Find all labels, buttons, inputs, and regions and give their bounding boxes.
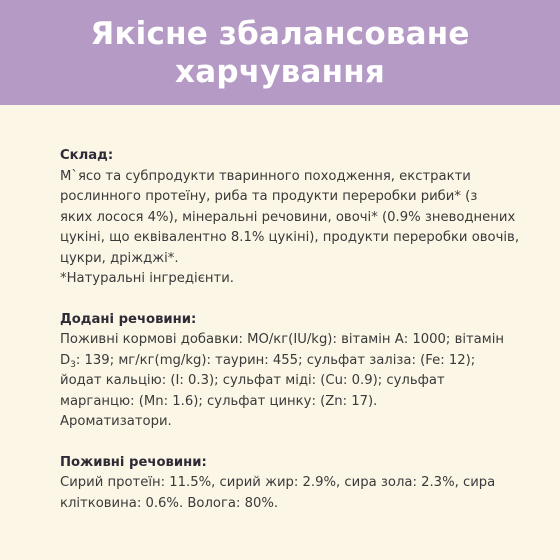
- additives-heading: Додані речовини:: [60, 311, 197, 327]
- composition-line: яких лосося 4%), мінеральні речовини, овочі* (0.9% зневоднених: [60, 209, 516, 225]
- additives-line: марганцю: (Mn: 1.6); сульфат цинку: (Zn: 17).: [60, 393, 378, 409]
- composition-line: цукри, дріжджі*.: [60, 250, 179, 266]
- additives-line: йодат кальцію: (I: 0.3); сульфат міді: (Cu: 0.9); сульфат: [60, 373, 445, 388]
- composition-line: М`ясо та субпродукти тваринного походження, екстракти: [60, 168, 471, 184]
- additives-line: Поживні кормові добавки: МО/кг(IU/kg): вітамін А: 1000; вітамін: [60, 332, 505, 347]
- additives-section: [60, 310, 520, 433]
- flavourings-line: Ароматизатори.: [60, 414, 172, 429]
- natural-ingredients-note: *Натуральні інгредієнти.: [60, 271, 234, 286]
- nutrients-line: клітковина: 0.6%. Волога: 80%.: [60, 495, 279, 511]
- vitamin-d-letter: D: [60, 352, 71, 368]
- title-banner: [0, 0, 560, 105]
- composition-section: [60, 146, 520, 290]
- vitamin-d-subscript: 3: [70, 359, 76, 370]
- composition-heading: Склад:: [60, 148, 114, 163]
- nutrients-line: Сирий протеїн: 11.5%, сирий жир: 2.9%, сира зола: 2.3%, сира: [60, 475, 496, 490]
- banner-title-line-2: харчування: [175, 53, 385, 90]
- banner-title: [90, 15, 469, 91]
- nutrients-section: [60, 453, 520, 515]
- info-content: [60, 146, 520, 534]
- banner-title-line-1: Якісне збалансоване: [90, 15, 470, 52]
- nutrients-heading: Поживні речовини:: [60, 454, 207, 470]
- additives-line: [60, 351, 520, 372]
- composition-line: рослинного протеїну, риба та продукти переробки риби* (з: [60, 189, 478, 204]
- composition-line: цукіні, що еквівалентно 8.1% цукіні), продукти переробки овочів,: [60, 230, 520, 245]
- additives-line-text: : 139; мг/кг(mg/kg): таурин: 455; сульфат заліза: (Fe: 12);: [75, 352, 476, 368]
